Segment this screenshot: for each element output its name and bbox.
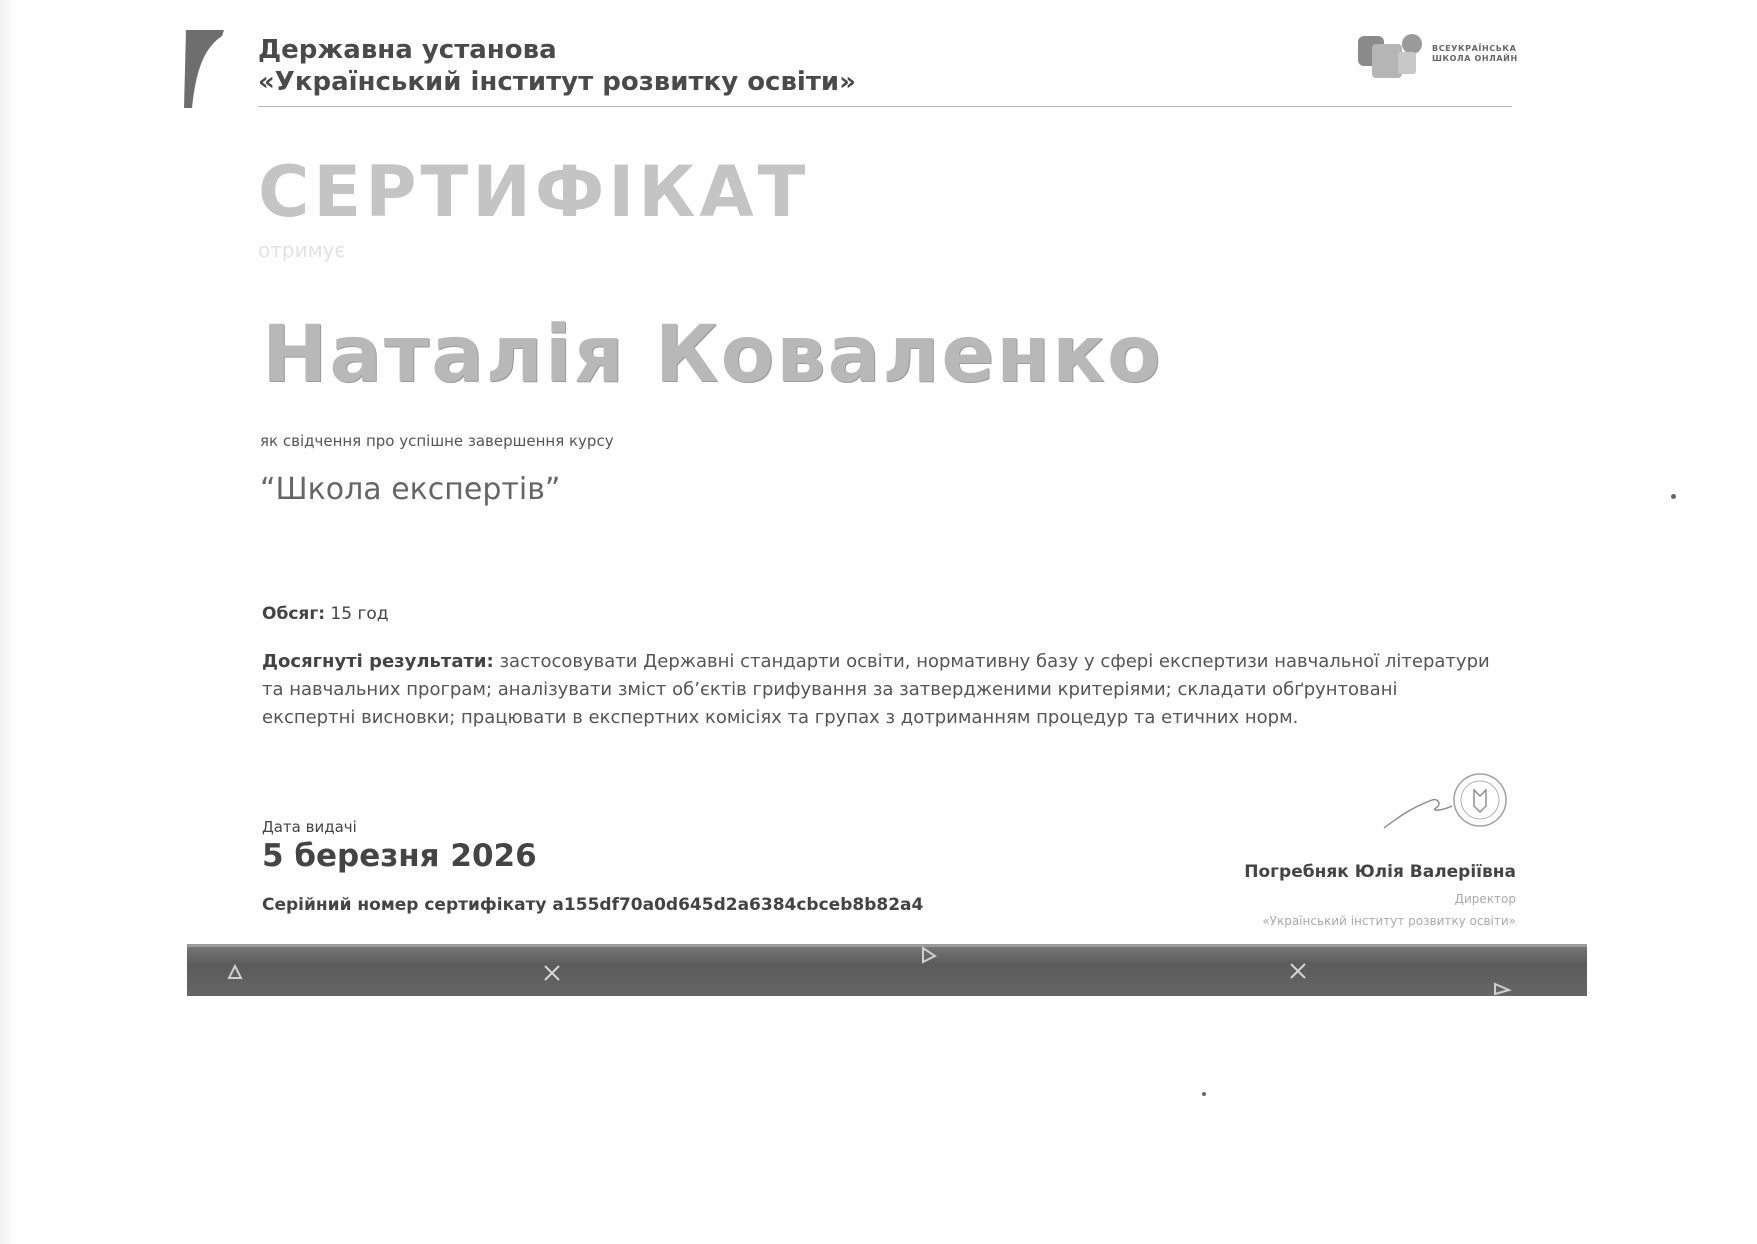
corner-brand-mark-icon bbox=[182, 30, 224, 108]
school-online-logo bbox=[1358, 32, 1518, 78]
footer-band-pattern bbox=[187, 944, 1587, 996]
results-line-1 bbox=[262, 648, 1522, 676]
triangle-icon bbox=[1495, 984, 1509, 994]
results-label: Досягнуті результати: bbox=[262, 651, 494, 672]
organization-title bbox=[258, 34, 856, 98]
school-online-logo-text bbox=[1432, 44, 1518, 64]
cross-icon bbox=[545, 966, 559, 980]
scan-speck bbox=[1671, 494, 1676, 499]
cross-icon bbox=[1291, 964, 1305, 978]
triangle-icon bbox=[229, 966, 241, 978]
signer-role: Директор bbox=[1454, 892, 1516, 906]
school-online-logo-icon bbox=[1358, 32, 1428, 78]
signer-name: Погребняк Юлія Валеріївна bbox=[1244, 862, 1516, 882]
results-text-1: застосовувати Державні стандарти освіти, нормативну базу у сфері експертизи навчальної літератури bbox=[493, 651, 1490, 672]
receives-label: отримує bbox=[258, 238, 346, 262]
volume-value: 15 год bbox=[325, 604, 389, 624]
achieved-results bbox=[262, 648, 1522, 732]
certificate-title: СЕРТИФІКАТ bbox=[258, 151, 810, 233]
volume-label: Обсяг: bbox=[262, 604, 325, 624]
triangle-icon bbox=[923, 948, 935, 962]
certificate-serial-number: Серійний номер сертифікату a155df70a0d645d2a6384cbceb8b82a4 bbox=[262, 895, 924, 915]
evidence-text: як свідчення про успішне завершення курсу bbox=[260, 432, 614, 450]
logo-text-line-2: ШКОЛА ОНЛАЙН bbox=[1432, 54, 1518, 63]
issue-date-label: Дата видачі bbox=[262, 818, 357, 836]
logo-text-line-1: ВСЕУКРАЇНСЬКА bbox=[1432, 44, 1517, 53]
official-seal-icon bbox=[1382, 770, 1512, 840]
organization-line-2: «Український інститут розвитку освіти» bbox=[258, 67, 856, 97]
signer-organization: «Український інститут розвитку освіти» bbox=[1262, 914, 1516, 928]
course-name: “Школа експертів” bbox=[260, 472, 561, 507]
results-line-3: експертні висновки; працювати в експертних комісіях та групах з дотриманням процедур та етичних норм. bbox=[262, 707, 1299, 728]
course-volume bbox=[262, 604, 389, 624]
decorative-footer-band bbox=[187, 944, 1587, 996]
scan-edge-shadow bbox=[0, 0, 14, 1244]
header-divider bbox=[258, 106, 1512, 107]
issue-date-value: 5 березня 2026 bbox=[262, 838, 537, 874]
organization-line-1: Державна установа bbox=[258, 35, 557, 65]
results-line-2: та навчальних програм; аналізувати зміст об’єктів грифування за затвердженими критеріями; складати обґрунтовані bbox=[262, 679, 1398, 700]
recipient-name: Наталія Коваленко bbox=[262, 310, 1163, 400]
scan-speck bbox=[1202, 1092, 1206, 1096]
